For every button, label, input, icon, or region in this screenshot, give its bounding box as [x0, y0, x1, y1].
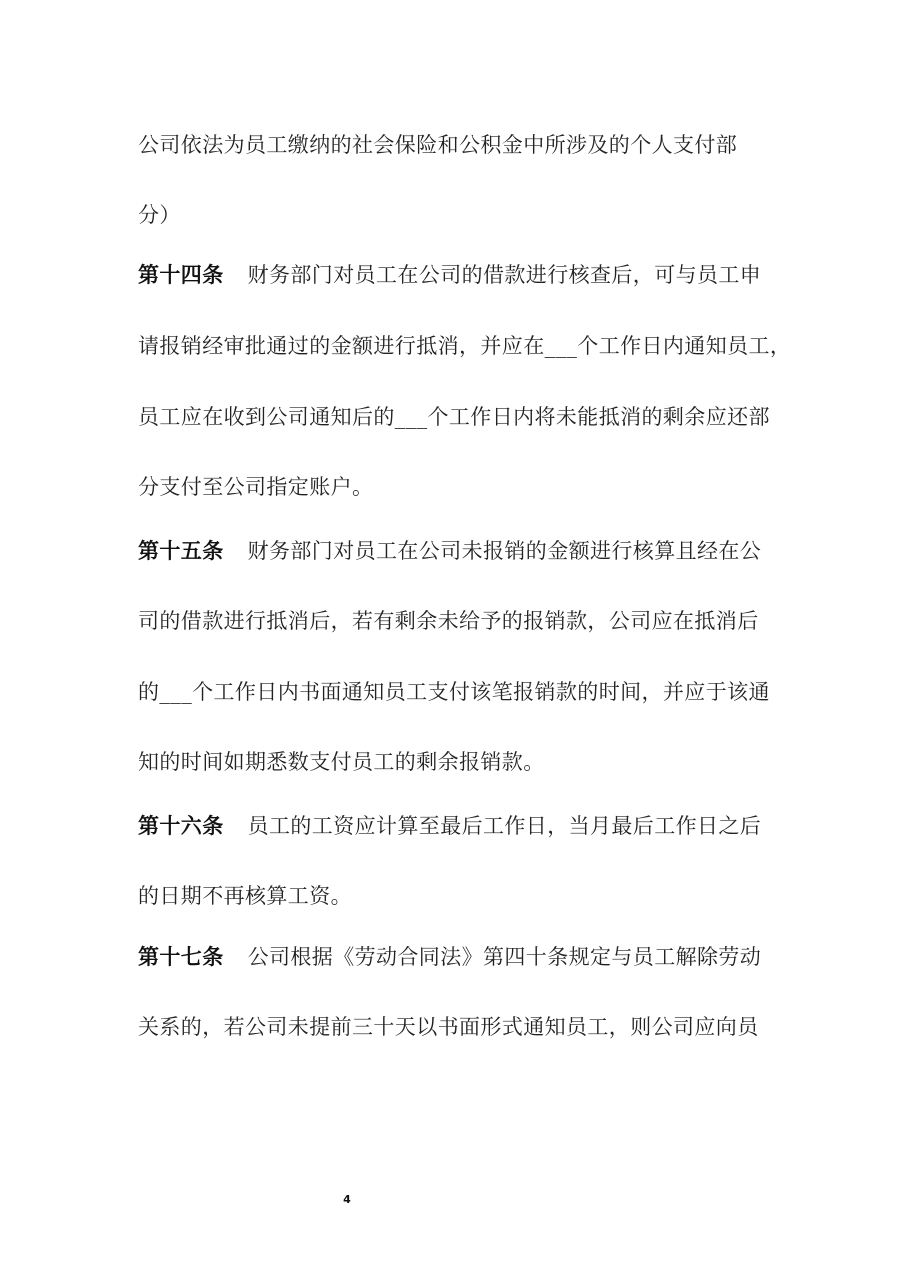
line-text: 知的时间如期悉数支付员工的剩余报销款。: [138, 750, 545, 774]
text-line: [138, 403, 788, 431]
page-number: 4: [343, 1193, 351, 1206]
line-text: 请报销经审批通过的金额进行抵消，并应在___个工作日内通知员工，: [138, 334, 792, 358]
line-text: 财务部门对员工在公司未报销的金额进行核算且经在公: [247, 539, 762, 563]
line-text: 员工的工资应计算至最后工作日，当月最后工作日之后: [247, 814, 762, 838]
text-line: [138, 332, 792, 360]
line-text: 分）: [138, 203, 181, 227]
line-text: 公司根据《劳动合同法》第四十条规定与员工解除劳动: [247, 945, 762, 969]
article-number: 第十六条: [138, 814, 224, 838]
article-number: 第十四条: [138, 263, 224, 287]
article-line: [138, 812, 788, 840]
text-line: [138, 131, 788, 159]
text-line: [138, 882, 788, 910]
article-line: [138, 537, 788, 565]
line-text: 公司依法为员工缴纳的社会保险和公积金中所涉及的个人支付部: [138, 133, 738, 157]
line-text: 分支付至公司指定账户。: [138, 475, 374, 499]
text-line: [138, 1013, 788, 1041]
line-text: 的日期不再核算工资。: [138, 884, 352, 908]
text-line: [138, 678, 788, 706]
text-line: [138, 473, 788, 501]
line-text: 的___个工作日内书面通知员工支付该笔报销款的时间，并应于该通: [138, 680, 770, 704]
article-number: 第十七条: [138, 945, 224, 969]
text-line: [138, 607, 788, 635]
article-line: [138, 943, 788, 971]
line-text: 财务部门对员工在公司的借款进行核查后，可与员工申: [247, 263, 762, 287]
line-text: 司的借款进行抵消后，若有剩余未给予的报销款，公司应在抵消后: [138, 609, 759, 633]
article-number: 第十五条: [138, 539, 224, 563]
line-text: 关系的，若公司未提前三十天以书面形式通知员工，则公司应向员: [138, 1015, 759, 1039]
article-line: [138, 261, 788, 289]
text-line: [138, 201, 788, 229]
line-text: 员工应在收到公司通知后的___个工作日内将未能抵消的剩余应还部: [138, 405, 770, 429]
text-line: [138, 748, 788, 776]
